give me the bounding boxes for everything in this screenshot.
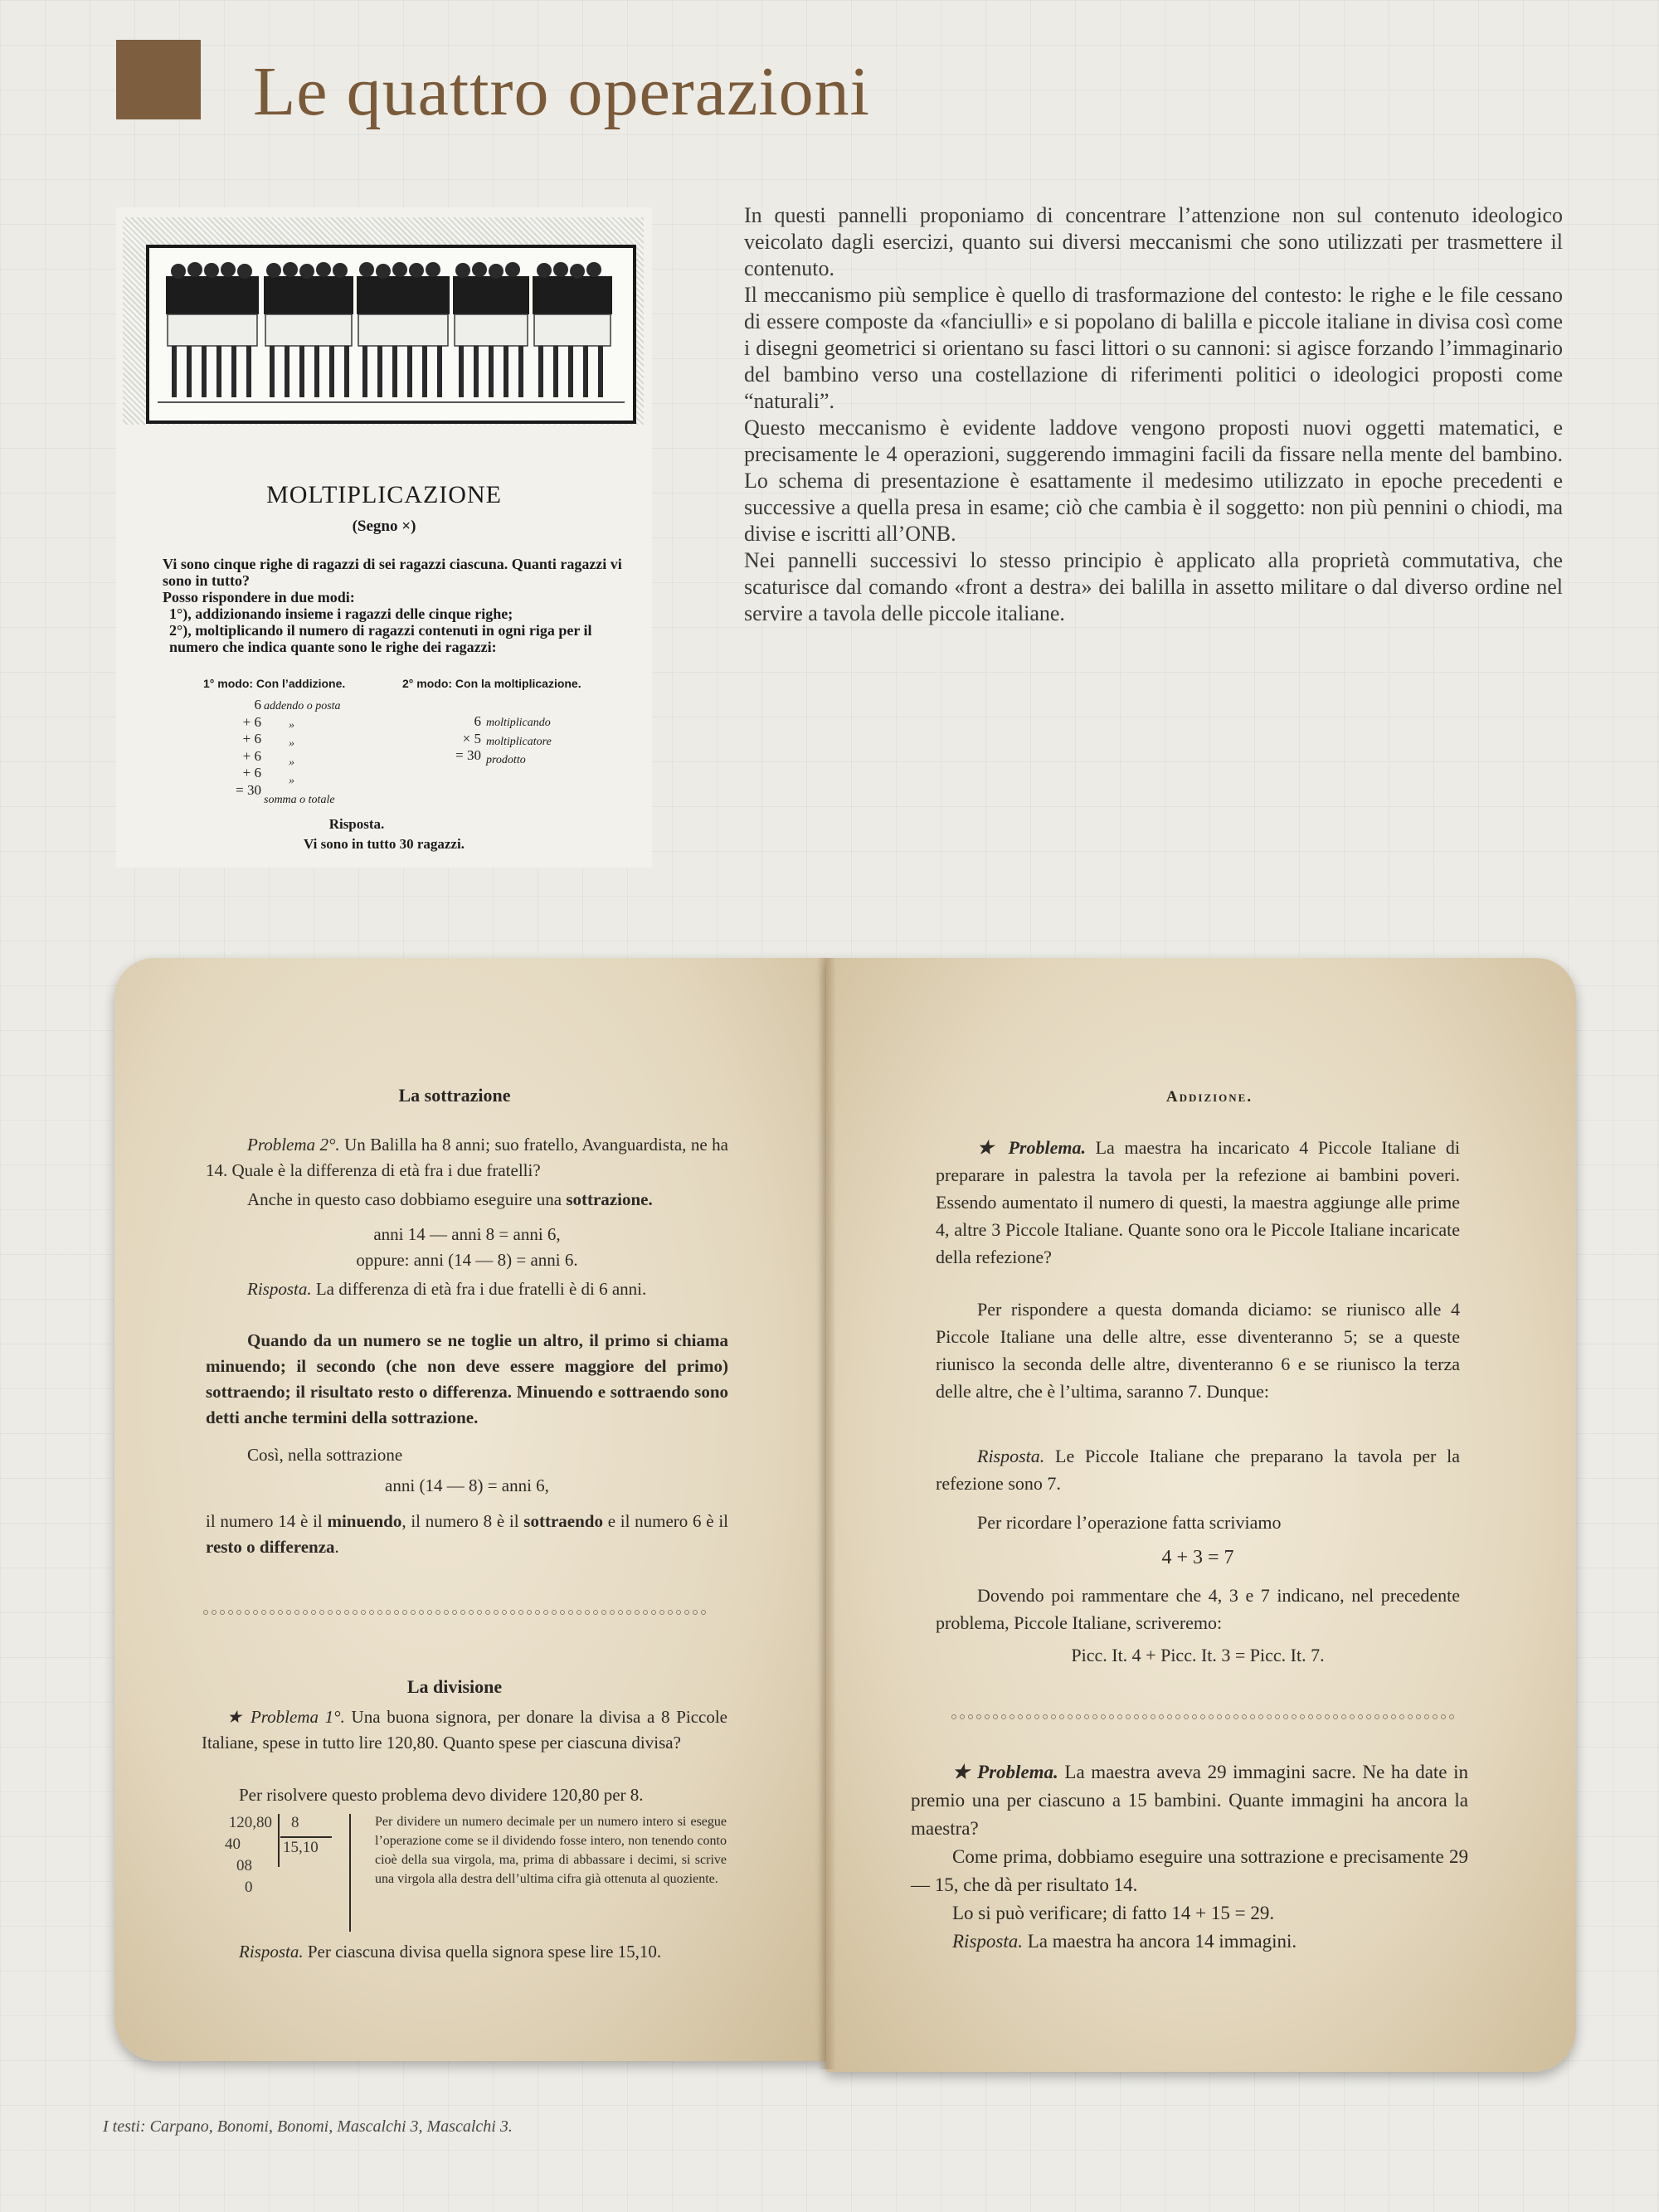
intro-text <box>744 202 1563 627</box>
answer-text: Per ciascuna divisa quella signora spese lire 15,10. <box>303 1942 662 1962</box>
credits: I testi: Carpano, Bonomi, Bonomi, Mascalchi 3, Mascalchi 3. <box>103 2117 513 2136</box>
addition-label: » <box>289 737 294 750</box>
intro-paragraph: Il meccanismo più semplice è quello di trasformazione del contesto: le righe e le file cessano di essere composte da «fanciulli» e si popolano di balilla e piccole italiane in divisa così come i disegni geometrici si orientano su fasci littori o su cannoni: si agisce forzando l’immaginario del bambino verso una costellazione di riferimenti politici o ideologici proposti come “naturali”. <box>744 283 1563 413</box>
answer-text: La maestra ha ancora 14 immagini. <box>1022 1931 1297 1952</box>
answer-text: Le Piccole Italiane che preparano la tavola per la refezione sono 7. <box>936 1446 1460 1494</box>
addition-column <box>203 697 261 799</box>
answer-label: Risposta. <box>952 1931 1023 1952</box>
scan-mode1-label: 1° modo: Con l’addizione. <box>203 677 346 690</box>
addition-label: » <box>289 756 294 769</box>
answer-label: Risposta. <box>977 1446 1045 1466</box>
subtraction-cosi <box>206 1442 728 1499</box>
term-resto: resto o differenza <box>206 1537 335 1557</box>
open-booklet <box>114 958 1576 2072</box>
problem-text: Una buona signora, per donare la divisa a 8 Piccole Italiane, spese in tutto lire 120,80. Quanto spese per ciascuna divisa? <box>202 1707 728 1753</box>
multiplication-label: prodotto <box>486 754 526 766</box>
dividend-column <box>210 1812 272 1898</box>
addition-labels <box>264 697 341 809</box>
addition-row: + 6 <box>242 747 261 764</box>
rule-text: Quando da un numero se ne toglie un altro, il primo si chiama minuendo; il secondo (che non deve essere maggiore del primo) sottraendo; il risultato resto o differenza. Minuendo e sottraendo sono detti anche termini della sottrazione. <box>206 1330 728 1427</box>
scan-answer-label: Risposta. <box>328 816 385 832</box>
scan-answer: Vi sono in tutto 30 ragazzi. <box>304 836 465 852</box>
term-minuendo: minuendo <box>327 1511 402 1531</box>
addition-row: + 6 <box>242 713 261 730</box>
note-separator <box>349 1814 351 1932</box>
multiplication-scan <box>116 207 652 868</box>
equation: anni (14 — 8) = anni 6, <box>385 1475 549 1495</box>
addition-label: » <box>289 775 294 787</box>
equation: anni 14 — anni 8 = anni 6, <box>373 1224 561 1244</box>
intro-paragraph: Questo meccanismo è evidente laddove vengono proposti nuovi oggetti matematici, e precisamente le 4 operazioni, suggerendo immagini facili da fissare nella mente del bambino. Lo schema di presentazione è esattamente il medesimo utilizzato in epoche precedenti e successive a quella presa in esame; ciò che cambia è il soggetto: non più pennini o chiodi, ma divise e iscritti all’ONB. <box>744 416 1563 546</box>
scan-line: 2°), moltiplicando il numero di ragazzi contenuti in ogni riga per il numero che indica quante sono le righe dei ragazzi: <box>169 622 592 655</box>
equation: oppure: anni (14 — 8) = anni 6. <box>356 1250 578 1270</box>
ornamental-divider <box>950 1714 1456 1721</box>
remember-text: Dovendo poi rammentare che 4, 3 e 7 indicano, nel precedente problema, Piccole Italiane, scriveremo: <box>936 1585 1460 1633</box>
recall-text: Per ricordare l’operazione fatta scriviamo <box>977 1512 1282 1533</box>
problem-label: Problema 2°. <box>247 1135 340 1155</box>
quotient: 15,10 <box>283 1839 319 1856</box>
answer-label: Risposta. <box>247 1279 312 1299</box>
terms-text: e il numero 6 è il <box>602 1511 728 1531</box>
scan-sign: (Segno ×) <box>352 518 416 535</box>
addition-row: 6 <box>254 697 261 712</box>
equation: 4 + 3 = 7 <box>1161 1547 1234 1568</box>
division-answer <box>202 1939 727 1965</box>
addition-remember <box>936 1582 1460 1669</box>
scan-line: Posso rispondere in due modi: <box>163 589 355 605</box>
subtraction-terms <box>206 1509 728 1560</box>
dividend-row: 0 <box>245 1879 253 1896</box>
terms-text: . <box>334 1537 339 1557</box>
dividend-row: 120,80 <box>228 1814 272 1831</box>
multiplication-row: = 30 <box>455 747 481 763</box>
multiplication-label: moltiplicatore <box>486 735 552 748</box>
dividend-row: 40 <box>225 1835 241 1853</box>
problem-label: ★ Problema. <box>952 1762 1058 1782</box>
division-note: Per dividere un numero decimale per un numero intero si esegue l’operazione come se il dividendo fosse intero, non tenendo conto cioè della sua virgola, ma, prima di abbassare i decimi, si scrive una virgola alla destra dell’ultima cifra già ottenuta al quoziente. <box>375 1815 727 1886</box>
subtraction-answer <box>206 1276 728 1302</box>
subtraction-rule <box>206 1328 728 1431</box>
scan-problem: Vi sono cinque righe di ragazzi di sei ragazzi ciascuna. Quanti ragazzi vi sono in tutto? <box>163 556 622 589</box>
intro-paragraph: In questi pannelli proponiamo di concentrare l’attenzione non sul contenuto ideologico veicolato dagli esercizi, quanto sui diversi meccanismi che sono utilizzati per trasmettere il contenuto. <box>744 203 1563 280</box>
problem-label: ★ Problema. <box>977 1137 1086 1158</box>
reason-text: Come prima, dobbiamo eseguire una sottrazione e precisamente 29 — 15, che dà per risultato 14. <box>911 1846 1468 1895</box>
multiplication-row: × 5 <box>462 730 481 746</box>
problem-text: Un Balilla ha 8 anni; suo fratello, Avanguardista, ne ha 14. Quale è la differenza di età fra i due fratelli? <box>206 1135 728 1180</box>
problem-two <box>911 1758 1468 1956</box>
page-title: Le quattro operazioni <box>253 53 871 130</box>
scan-heading: MOLTIPLICAZIONE <box>266 481 502 508</box>
scan-body <box>126 556 642 655</box>
division-underline <box>280 1836 332 1838</box>
addition-row: = 30 <box>236 781 261 798</box>
subtraction-title: La sottrazione <box>398 1085 511 1106</box>
addition-label: somma o totale <box>264 793 335 806</box>
booklet-fold <box>818 958 836 2069</box>
equation: Picc. It. 4 + Picc. It. 3 = Picc. It. 7. <box>1071 1645 1325 1665</box>
multiplication-labels <box>486 713 552 770</box>
boys-rows-drawing <box>149 248 633 421</box>
multiplication-column <box>423 713 481 765</box>
subtraction-case <box>206 1187 728 1213</box>
scan-line: 1°), addizionando insieme i ragazzi delle cinque righe; <box>169 605 513 622</box>
problem-text: La maestra aveva 29 immagini sacre. Ne ha date in premio una per ciascuno a 15 bambini. Quante immagini ha ancora la maestra? <box>911 1762 1468 1839</box>
division-problem <box>202 1704 727 1756</box>
answer-label: Risposta. <box>239 1942 304 1962</box>
problem-label: ★ Problema 1°. <box>226 1707 345 1727</box>
cosi-text: Così, nella sottrazione <box>247 1445 403 1465</box>
addition-row: + 6 <box>242 731 261 746</box>
division-bar <box>278 1814 280 1867</box>
division-intro-text: Per risolvere questo problema devo dividere 120,80 per 8. <box>239 1785 644 1805</box>
subtraction-problem <box>206 1132 728 1184</box>
subtraction-equations <box>206 1222 728 1273</box>
problem-text: La maestra ha incaricato 4 Piccole Italiane di preparare in palestra la tavola per la refezione ai bambini poveri. Essendo aumentato il numero di questi, la maestra aggiunge alle prime 4, altre 3 Piccole Italiane. Quante sono ora le Piccole Italiane incaricate della refezione? <box>936 1137 1460 1267</box>
reasoning-text: Per rispondere a questa domanda diciamo: se riunisco alle 4 Piccole Italiane una delle altre, esse diventeranno 5; se a queste riunisco la seconda delle altre, diventeranno 6 e se riunisco la terza delle altre, che è l’ultima, saranno 7. Dunque: <box>936 1299 1460 1402</box>
addition-title: Addizione. <box>1165 1088 1253 1106</box>
addition-label: addendo o posta <box>264 700 341 712</box>
division-title: La divisione <box>406 1676 503 1697</box>
division-intro <box>202 1782 727 1808</box>
addition-row: + 6 <box>242 765 261 780</box>
addition-problem <box>936 1134 1460 1271</box>
case-bold: sottrazione. <box>566 1189 653 1209</box>
illustration-frame <box>146 245 636 424</box>
intro-paragraph: Nei pannelli successivi lo stesso principio è applicato alla proprietà commutativa, che scaturisce dal comando «front a destra» dei balilla in assetto militare o dal diverso ordine nel servire a tavola delle piccole italiane. <box>744 548 1563 625</box>
terms-text: il numero 14 è il <box>206 1511 328 1531</box>
addition-label: » <box>289 718 294 732</box>
multiplication-row: 6 <box>474 713 481 729</box>
addition-answer <box>936 1442 1460 1497</box>
dividend-row: 08 <box>236 1857 252 1874</box>
term-sottraendo: sottraendo <box>523 1511 603 1531</box>
divisor: 8 <box>291 1814 299 1831</box>
addition-reasoning <box>936 1296 1460 1405</box>
addition-recall <box>936 1509 1460 1572</box>
multiplication-label: moltiplicando <box>486 717 551 729</box>
brown-square-marker <box>116 40 201 119</box>
check-text: Lo si può verificare; di fatto 14 + 15 = 29. <box>952 1903 1275 1923</box>
scan-mode2-label: 2° modo: Con la moltiplicazione. <box>402 677 581 690</box>
balilla-illustration <box>123 217 644 425</box>
terms-text: , il numero 8 è il <box>401 1511 524 1531</box>
case-text: Anche in questo caso dobbiamo eseguire una <box>247 1189 567 1209</box>
answer-text: La differenza di età fra i due fratelli è di 6 anni. <box>311 1279 647 1299</box>
ornamental-divider <box>202 1609 709 1616</box>
